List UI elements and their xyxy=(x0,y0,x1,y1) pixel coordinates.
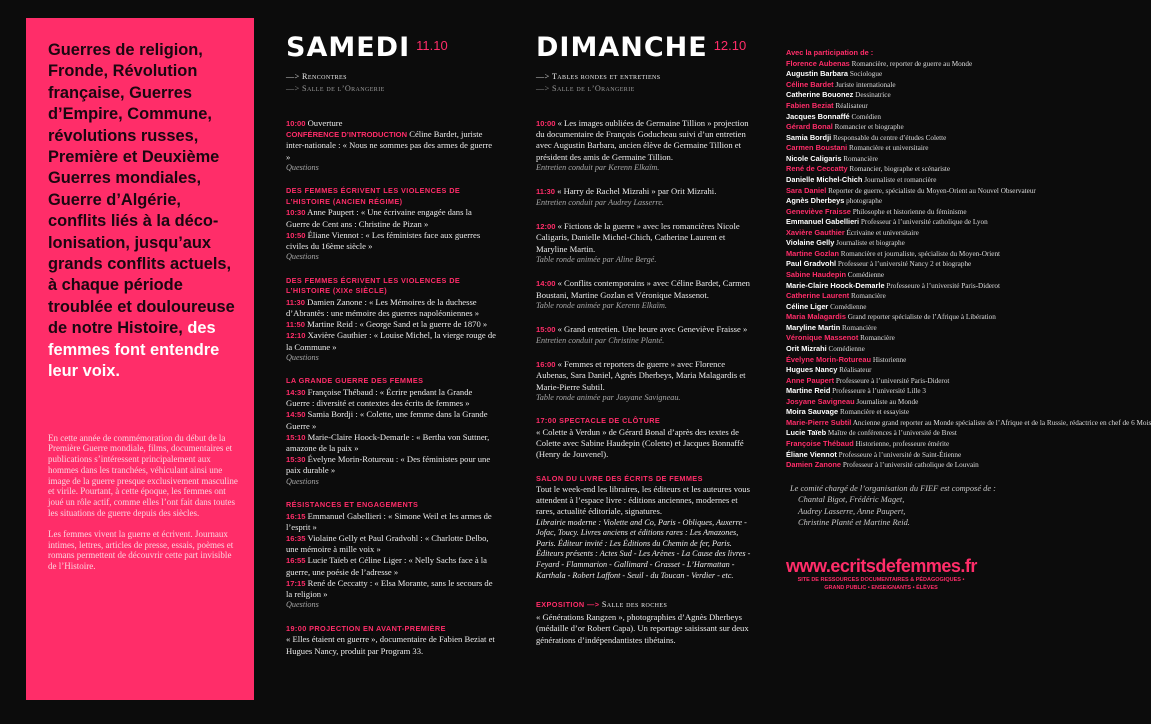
salon-heading: SALON DU LIVRE DES ÉCRITS DE FEMMES xyxy=(536,473,703,483)
event-row xyxy=(286,387,496,409)
comite-line: Audrey Lasserre, Anne Paupert, xyxy=(798,506,906,516)
questions-note: Questions xyxy=(286,476,319,486)
participant-name: Françoise Thébaud xyxy=(786,439,854,449)
participant-name: Xavière Gauthier xyxy=(786,227,845,237)
event-row xyxy=(286,330,496,352)
event-row xyxy=(286,555,496,577)
event-text: Xavière Gauthier : « Louise Michel, la vierge rouge de la Commune » xyxy=(286,330,496,352)
participant-role: Réalisateur xyxy=(835,102,868,111)
participant-role: Romancière xyxy=(860,334,895,343)
cloture-section xyxy=(536,416,754,460)
participant-role: Romancière xyxy=(842,323,877,332)
event-text: Évelyne Morin-Rotureau : « Des féministes pour une paix durable » xyxy=(286,454,491,476)
expo-text: « Générations Rangzen », photographies d’Agnès Dherbeys (médaille d’or Robert Capa). Un reportage saisissant sur deux générations d’indépendantistes tibétains. xyxy=(536,612,749,645)
comite-block xyxy=(786,483,1008,529)
event-time: 15:30 xyxy=(286,455,306,465)
event-time: 14:50 xyxy=(286,410,306,420)
event-row xyxy=(536,359,754,393)
participant-role: Professeure à l’université Paris-Diderot xyxy=(886,281,1000,290)
event-time: 16:00 xyxy=(536,360,556,370)
comite-line: Le comité chargé de l’organisation du FIEF est composé de : xyxy=(790,483,996,493)
samedi-date: 11.10 xyxy=(416,38,448,53)
expo-section xyxy=(536,594,754,646)
moderator-note: Entretien conduit par Kerenn Elkaïm. xyxy=(536,162,660,172)
samedi-section xyxy=(286,376,496,487)
dimanche-column xyxy=(536,32,754,646)
questions-note: Questions xyxy=(286,252,319,262)
moderator-note: Entretien conduit par Audrey Lasserre. xyxy=(536,197,664,207)
event-row xyxy=(286,533,496,555)
participant-row xyxy=(786,428,1008,439)
participant-row xyxy=(786,185,1036,197)
samedi-day: SAMEDI xyxy=(286,32,411,63)
event-text: « Fictions de la guerre » avec les romancières Nicole Caligaris, Danielle Michel-Chich, Catherine Laurent et Maryline Martin. xyxy=(536,221,740,254)
event-row xyxy=(536,186,754,197)
event-text: Marie-Claire Hoock-Demarle : « Bertha von Suttner, amazone de la paix » xyxy=(286,431,490,453)
event-row xyxy=(286,129,496,163)
participants-title: Avec la participation de : xyxy=(786,48,874,57)
participant-role: Professeur à l’université Nancy 2 et biographe xyxy=(837,260,972,269)
section-heading: DES FEMMES ÉCRIVENT LES VIOLENCES DE L’HISTOIRE (XIXe SIÈCLE) xyxy=(286,275,461,296)
participant-name: Marie-Claire Hoock-Demarle xyxy=(786,280,885,290)
event-text: Françoise Thébaud : « Écrire pendant la Grande Guerre : diversité et contextes des écrits de femmes » xyxy=(286,386,473,409)
samedi-column xyxy=(286,32,496,657)
participant-role: Maître de conférences à l’université de Brest xyxy=(827,429,957,438)
participant-row xyxy=(786,333,1008,344)
participant-name: Fabien Beziat xyxy=(786,101,834,111)
event-text: « Elles étaient en guerre », documentaire de Fabien Beziat et Hugues Nancy, produit par Program 33. xyxy=(286,634,495,656)
event-row xyxy=(536,324,754,335)
participant-role: Sociologue xyxy=(849,70,883,79)
participant-role: Comédien xyxy=(851,112,882,121)
participant-role: Écrivaine et universitaire xyxy=(846,228,919,237)
samedi-section xyxy=(286,186,496,262)
intro-heading xyxy=(48,40,240,383)
participant-name: Carmen Boustani xyxy=(786,143,848,153)
participant-role: Comédienne xyxy=(847,271,885,280)
samedi-section xyxy=(286,118,496,173)
participant-name: Samia Bordji xyxy=(786,132,832,142)
event-row xyxy=(286,207,496,229)
participant-name: Orit Mizrahi xyxy=(786,343,827,353)
website-link[interactable]: www.ecritsdefemmes.fr xyxy=(786,556,977,577)
participant-row xyxy=(786,407,1008,418)
participant-role: Dessinatrice xyxy=(855,91,891,100)
participant-name: Gérard Bonal xyxy=(786,122,833,132)
participant-row xyxy=(786,259,1008,270)
samedi-program xyxy=(286,118,496,657)
participant-name: Emmanuel Gabellieri xyxy=(786,217,860,227)
questions-note: Questions xyxy=(286,600,319,610)
event-time: 11:30 xyxy=(286,297,306,307)
event-row xyxy=(286,319,496,330)
intro-paragraph: En cette année de commémoration du début de la Première Guerre mondiale, films, documentaires et publications s’intéressent principalement aux hommes dans les tranchées, véhiculant ainsi une image de la guerre presque exclusivement masculine et virile. Pourtant, à cette époque, les femmes ont joué un rôle actif, comme elles l’ont fait dans toutes les situations de guerre depuis des siècles. xyxy=(48,432,238,519)
participant-role: Journaliste au Monde xyxy=(856,397,919,406)
expo-place: Salle des roches xyxy=(599,600,668,610)
participant-row xyxy=(786,270,1008,281)
participant-row xyxy=(786,302,1008,313)
event-time: 14:30 xyxy=(286,387,306,397)
participant-row xyxy=(786,143,1008,154)
event-text: « Conflits contemporains » avec Céline Bardet, Carmen Boustani, Martine Gozlan et Véronique Massenot. xyxy=(536,278,750,300)
participant-name: Florence Aubenas xyxy=(786,58,850,68)
event-text: Anne Paupert : « Une écrivaine engagée dans la Guerre de Cent ans : Christine de Pizan » xyxy=(286,207,472,229)
participant-role: Comédienne xyxy=(830,302,867,311)
event-time: 10:30 xyxy=(286,208,306,218)
participant-role: Professeure à l’université Lille 3 xyxy=(832,387,926,396)
participant-role: Comédienne xyxy=(828,344,865,353)
questions-note: Questions xyxy=(286,162,319,172)
participant-row xyxy=(786,112,1008,123)
event-text: Samia Bordji : « Colette, une femme dans la Grande Guerre » xyxy=(286,409,488,431)
event-text: « Femmes et reporters de guerre » avec Florence Aubenas, Sara Daniel, Agnès Dherbeys, Maria Malagardis et Marie-Pierre Subtil. xyxy=(536,359,746,392)
participant-name: Anne Paupert xyxy=(786,375,835,385)
dimanche-section xyxy=(536,118,754,173)
comite-line: Chantal Bigot, Frédéric Maget, xyxy=(798,495,905,505)
event-time: 17:15 xyxy=(286,578,306,588)
event-time: 14:00 xyxy=(536,279,556,289)
expo-heading: EXPOSITION —> xyxy=(536,600,600,610)
participant-name: Sara Daniel xyxy=(786,185,827,195)
participant-role: Professeur à l’université catholique de Louvain xyxy=(842,461,979,470)
participant-role: Grand reporter spécialiste de l’Afrique à Libération xyxy=(847,313,996,322)
participant-role: Journaliste et biographe xyxy=(836,239,905,248)
participant-name: Marie-Pierre Subtil xyxy=(786,417,852,427)
participant-row xyxy=(786,439,1008,450)
participant-name: Martine Gozlan xyxy=(786,248,839,258)
participant-role: Ancienne grand reporter au Monde spécialiste de l’Afrique et de la Russie, rédactrice en chef de 6 Mois xyxy=(852,418,1151,427)
event-text: Éliane Viennot : « Les féministes face aux guerres civiles du 16ème siècle » xyxy=(286,229,481,252)
event-time: 16:15 xyxy=(286,511,306,521)
website-tagline: SITE DE RESSOURCES DOCUMENTAIRES & PÉDAGOGIQUES • GRAND PUBLIC • ENSEIGNANTS • ÉLÈVES xyxy=(797,577,965,591)
event-row xyxy=(286,634,496,656)
intro-panel xyxy=(26,18,254,700)
event-time: 15:00 xyxy=(536,325,556,335)
participant-name: Martine Reid xyxy=(786,386,831,396)
participant-name: Josyane Savigneau xyxy=(786,396,855,406)
participant-name: Céline Liger xyxy=(786,301,829,311)
samedi-section xyxy=(286,624,496,657)
participant-name: Maria Malagardis xyxy=(786,312,846,322)
intro-paragraph-2: Les femmes vivent la guerre et écrivent. Journaux intimes, lettres, articles de presse, essais, poèmes et romans permettent de découvrir cette part invisible de l’Histoire. xyxy=(48,528,234,572)
samedi-venue xyxy=(286,71,496,94)
participant-row xyxy=(786,228,1008,239)
participant-name: René de Ceccatty xyxy=(786,164,848,174)
event-time: 12:10 xyxy=(286,331,306,341)
event-time: 10:50 xyxy=(286,230,306,240)
dimanche-arrow-2: —> Salle de l’Orangerie xyxy=(536,83,635,93)
participant-name: Augustin Barbara xyxy=(786,69,849,79)
section-heading: 19:00 PROJECTION EN AVANT-PREMIÈRE xyxy=(286,623,446,633)
participant-name: Jacques Bonnaffé xyxy=(786,111,850,121)
event-time: 16:55 xyxy=(286,556,306,566)
participant-row xyxy=(786,59,1008,70)
participant-name: Damien Zanone xyxy=(786,460,842,470)
event-text: « Les images oubliées de Germaine Tillion » projection du documentaire de François Goducheau suivi d’un entretien avec Augustin Barbara, ancien élève de Germaine Tillion et président des amis de Germaine Tillion. xyxy=(536,118,749,162)
participant-name: Évelyne Morin-Rotureau xyxy=(786,354,872,364)
event-row xyxy=(286,230,496,252)
event-text: Emmanuel Gabellieri : « Simone Weil et les armes de l’esprit » xyxy=(286,510,492,532)
participant-role: Reporter de guerre, spécialiste du Moyen-Orient au Nouvel Observateur xyxy=(828,186,1036,195)
cloture-text: « Colette à Verdun » de Gérard Bonal d’après des textes de Colette avec Sabine Haudepin (Colette) et Jacques Bonnaffé (Henry de Jouvenel). xyxy=(536,426,744,460)
participant-role: Romancière et essayiste xyxy=(839,408,910,417)
dimanche-header xyxy=(536,32,754,63)
intro-heading-end: des femmes font entendre leur voix. xyxy=(48,319,220,381)
event-row xyxy=(286,511,496,533)
dimanche-program xyxy=(536,118,754,403)
participant-role: Historienne, professeure émérite xyxy=(855,440,950,449)
participant-row xyxy=(786,365,1008,376)
questions-note: Questions xyxy=(286,352,319,362)
event-time: 11:30 xyxy=(536,187,556,197)
participant-role: Professeure à l’université Paris-Diderot xyxy=(835,376,950,385)
samedi-section xyxy=(286,500,496,611)
participant-row xyxy=(786,175,1008,186)
event-row xyxy=(286,297,496,319)
dimanche-section xyxy=(536,324,754,346)
salon-detail: Librairie moderne : Violette and Co, Paris - Obliques, Auxerre - Jofac, Toucy. Livres anciens et éditions rares : Les Amazones, Paris. Éditeur invité : Les Éditions du Chemin de fer, Paris. Éditeurs présents : Actes Sud - Les Arènes - La Cause des livres - Feyard - Flammarion - Gallimard - Grasset - L’Harmattan - Karthala - Robert Laffont - Seuil - du Toucan - Verdier - etc. xyxy=(536,517,751,580)
participant-row xyxy=(786,291,1008,302)
participant-row xyxy=(786,133,1008,144)
participant-role: Romancière xyxy=(843,154,878,163)
participant-row xyxy=(786,397,1008,408)
participant-role: Romancière et universitaire xyxy=(849,144,929,153)
participant-name: Agnès Dherbeys xyxy=(786,196,845,206)
event-text: « Harry de Rachel Mizrahi » par Orit Mizrahi. xyxy=(557,186,717,197)
event-time: 10:00 xyxy=(286,119,306,128)
participant-row xyxy=(786,344,1008,355)
participant-role: Romancier et biographe xyxy=(834,123,904,132)
participant-name: Catherine Bouonez xyxy=(786,90,854,100)
event-time: 15:10 xyxy=(286,432,306,442)
dimanche-section xyxy=(536,359,754,403)
section-heading: DES FEMMES ÉCRIVENT LES VIOLENCES DE L’HISTOIRE (ANCIEN RÉGIME) xyxy=(286,186,461,206)
samedi-section xyxy=(286,276,496,364)
participant-row xyxy=(786,281,1008,292)
participant-name: Paul Gradvohl xyxy=(786,259,837,269)
section-heading: LA GRANDE GUERRE DES FEMMES xyxy=(286,376,424,386)
participant-name: Éliane Viennot xyxy=(786,449,837,459)
participant-role: Philosophe et historienne du féminisme xyxy=(852,207,967,216)
participant-role: Romancier, biographe et scénariste xyxy=(849,165,951,174)
participant-name: Maryline Martin xyxy=(786,322,841,332)
participant-row xyxy=(786,386,1008,397)
participant-row xyxy=(786,217,1008,228)
inline-title: CONFÉRENCE D’INTRODUCTION xyxy=(286,130,408,140)
dimanche-venue xyxy=(536,71,754,94)
samedi-arrow-2: —> Salle de l’Orangerie xyxy=(286,83,385,93)
intro-heading-main: Guerres de religion, Fronde, Révolution française, Guerres d’Empire, Commune, révolutions russes, Première et Deuxième Guerres mondiales, Guerre d’Algérie, conflits liés à la déco-lonisation, jusqu’aux grands conflits actuels, à chaque période troublée et douloureuse de notre Histoire, xyxy=(48,41,235,338)
participant-name: Sabine Haudepin xyxy=(786,270,846,280)
participant-role: Professeure à l’université de Saint-Étienne xyxy=(838,450,962,459)
participant-role: Juriste internationale xyxy=(835,80,896,89)
event-row xyxy=(286,118,496,129)
salon-text: Tout le week-end les libraires, les éditeurs et les auteures vous attendent à l’espace livre : éditions anciennes, modernes et rares, actualité éditoriale, signatures. xyxy=(536,484,750,517)
participant-row xyxy=(786,196,1008,207)
participant-name: Lucie Taïeb xyxy=(786,428,827,438)
participant-role: Romancière et journaliste, spécialiste du Moyen-Orient xyxy=(840,249,1001,258)
participant-name: Geneviève Fraisse xyxy=(786,206,851,216)
participant-row xyxy=(786,323,1008,334)
participant-row xyxy=(786,450,1008,461)
dimanche-day: DIMANCHE xyxy=(536,32,708,63)
salon-section xyxy=(536,474,754,582)
event-time: 11:50 xyxy=(286,320,306,330)
participant-name: Nicole Caligaris xyxy=(786,153,842,163)
event-time: 12:00 xyxy=(536,222,556,232)
participant-row xyxy=(786,376,1008,387)
moderator-note: Table ronde animée par Josyane Savigneau. xyxy=(536,392,681,402)
moderator-note: Table ronde animée par Aline Bergé. xyxy=(536,254,657,264)
participant-row xyxy=(786,355,1008,366)
section-heading: RÉSISTANCES ET ENGAGEMENTS xyxy=(286,500,419,510)
participants-column xyxy=(786,48,1151,592)
participant-role: Professeur à l’université catholique de Lyon xyxy=(860,218,988,227)
event-time: 10:00 xyxy=(536,119,556,128)
participant-role: Historienne xyxy=(872,355,907,364)
event-row xyxy=(536,221,754,255)
participant-row xyxy=(786,238,1008,249)
event-time: 16:35 xyxy=(286,534,306,544)
participant-row xyxy=(786,249,1008,260)
comite-line: Christine Planté et Martine Reid. xyxy=(798,517,910,527)
participant-row xyxy=(786,417,1151,429)
participant-role: Journaliste et romancière xyxy=(864,175,937,184)
participant-row xyxy=(786,69,1008,80)
moderator-note: Table ronde animée par Kerenn Elkaïm. xyxy=(536,300,667,310)
participant-name: Violaine Gelly xyxy=(786,238,835,248)
event-text: Ouverture xyxy=(307,118,343,128)
event-text: Lucie Taïeb et Céline Liger : « Nelly Sachs face à la guerre, une poésie de l’adresse » xyxy=(286,555,487,577)
dimanche-arrow-1: —> Tables rondes et entretiens xyxy=(536,72,661,81)
dimanche-section xyxy=(536,186,754,208)
participant-name: Véronique Massenot xyxy=(786,333,859,343)
event-text: René de Ceccatty : « Elsa Morante, sans le secours de la religion » xyxy=(286,577,493,600)
event-text: Martine Reid : « George Sand et la guerre de 1870 » xyxy=(307,319,488,330)
participant-row xyxy=(786,164,1008,175)
participant-name: Hugues Nancy xyxy=(786,365,838,375)
event-text: Damien Zanone : « Les Mémoires de la duchesse d’Abrantès : une mémoire des guerres napoléoniennes » xyxy=(286,296,480,319)
participant-role: Romancière xyxy=(851,292,886,301)
event-row xyxy=(536,278,754,300)
participant-row xyxy=(786,312,1008,323)
participant-name: Moira Sauvage xyxy=(786,407,839,417)
participant-role: Romancière, reporter de guerre au Monde xyxy=(851,59,973,68)
participant-row xyxy=(786,154,1008,165)
participants-list xyxy=(786,58,1151,471)
participant-row xyxy=(786,80,1008,91)
event-row xyxy=(286,432,496,454)
participant-name: Céline Bardet xyxy=(786,79,834,89)
samedi-header xyxy=(286,32,496,63)
event-row xyxy=(286,409,496,431)
dimanche-section xyxy=(536,221,754,265)
cloture-heading: 17:00 SPECTACLE DE CLÔTURE xyxy=(536,416,661,426)
event-row xyxy=(286,454,496,476)
participant-role: photographe xyxy=(846,197,883,206)
participant-role: Responsable du centre d’études Colette xyxy=(832,133,947,142)
participant-row xyxy=(786,90,1008,101)
participant-row xyxy=(786,122,1008,133)
participant-row xyxy=(786,101,1008,112)
dimanche-section xyxy=(536,278,754,311)
event-row xyxy=(536,118,754,163)
participant-role: Réalisateur xyxy=(839,366,872,375)
samedi-arrow-1: —> Rencontres xyxy=(286,72,347,81)
event-text: Violaine Gelly et Paul Gradvohl : « Charlotte Delbo, une mémoire à mille voix » xyxy=(286,533,489,555)
participant-row xyxy=(786,460,1008,471)
event-row xyxy=(286,578,496,600)
inline-text: Céline Bardet, juriste inter-nationale : « Nous ne sommes pas des armes de guerre » xyxy=(286,129,493,162)
moderator-note: Entretien conduit par Christine Planté. xyxy=(536,335,665,345)
event-text: « Grand entretien. Une heure avec Geneviève Fraisse » xyxy=(557,324,748,335)
participant-name: Catherine Laurent xyxy=(786,291,850,301)
dimanche-date: 12.10 xyxy=(713,38,747,53)
participant-name: Danielle Michel-Chich xyxy=(786,174,863,184)
participant-row xyxy=(786,207,1008,218)
